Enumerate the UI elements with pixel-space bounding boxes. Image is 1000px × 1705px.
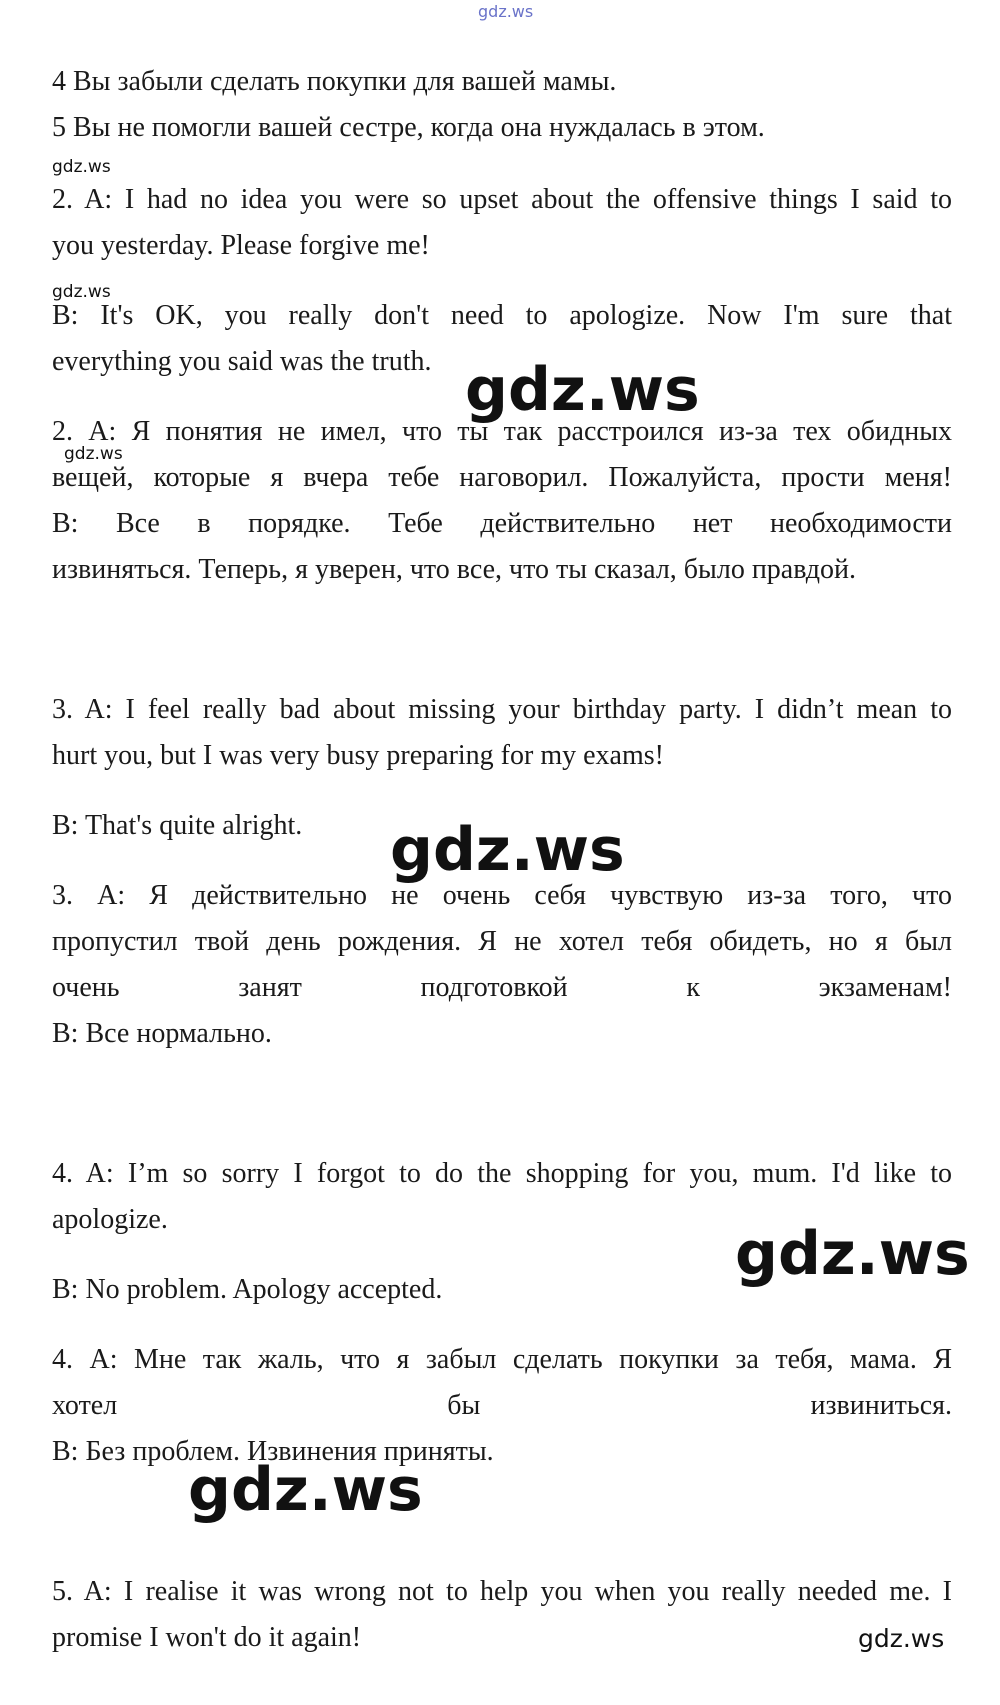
watermark-top: gdz.ws — [478, 2, 534, 21]
text-line: 4. А: Мне так жаль, что я забыл сделать покупки за тебя, мама. Я — [52, 1344, 952, 1375]
text-line: hurt you, but I was very busy preparing for my exams! — [52, 740, 664, 771]
watermark-large: gdz.ws — [188, 1455, 423, 1525]
text-line: promise I won't do it again! — [52, 1622, 362, 1653]
text-line: пропустил твой день рождения. Я не хотел тебя обидеть, но я был — [52, 926, 952, 957]
watermark-large: gdz.ws — [735, 1219, 970, 1289]
text-line: everything you said was the truth. — [52, 346, 432, 377]
text-line: you yesterday. Please forgive me! — [52, 230, 430, 261]
text-line: 4 Вы забыли сделать покупки для вашей мамы. — [52, 66, 617, 97]
text-line: вещей, которые я вчера тебе наговорил. Пожалуйста, прости меня! — [52, 462, 952, 493]
watermark-small: gdz.ws — [52, 157, 111, 177]
watermark-large: gdz.ws — [390, 815, 625, 885]
text-line: 3. А: Я действительно не очень себя чувствую из-за того, что — [52, 880, 952, 911]
watermark-small: gdz.ws — [64, 444, 123, 464]
text-line: B: It's OK, you really don't need to apologize. Now I'm sure that — [52, 300, 952, 331]
text-line: 4. A: I’m so sorry I forgot to do the shopping for you, mum. I'd like to — [52, 1158, 952, 1189]
text-line: apologize. — [52, 1204, 168, 1235]
text-line: хотел бы извиниться. — [52, 1390, 952, 1421]
text-line: очень занят подготовкой к экзаменам! — [52, 972, 952, 1003]
text-line: В: Без проблем. Извинения приняты. — [52, 1436, 494, 1467]
watermark-small: gdz.ws — [52, 282, 111, 302]
text-line: В: Все нормально. — [52, 1018, 272, 1049]
text-line: 2. A: I had no idea you were so upset about the offensive things I said to — [52, 184, 952, 215]
text-line: 2. А: Я понятия не имел, что ты так расстроился из-за тех обидных — [52, 416, 952, 447]
text-line: 5 Вы не помогли вашей сестре, когда она нуждалась в этом. — [52, 112, 765, 143]
text-line: B: That's quite alright. — [52, 810, 303, 841]
text-line: 5. A: I realise it was wrong not to help you when you really needed me. I — [52, 1576, 952, 1607]
text-line: извиняться. Теперь, я уверен, что все, что ты сказал, было правдой. — [52, 554, 856, 585]
watermark-medium: gdz.ws — [858, 1624, 945, 1653]
text-line: B: No problem. Apology accepted. — [52, 1274, 443, 1305]
text-line: В: Все в порядке. Тебе действительно нет необходимости — [52, 508, 952, 539]
text-line: 3. A: I feel really bad about missing your birthday party. I didn’t mean to — [52, 694, 952, 725]
watermark-large: gdz.ws — [465, 355, 700, 425]
